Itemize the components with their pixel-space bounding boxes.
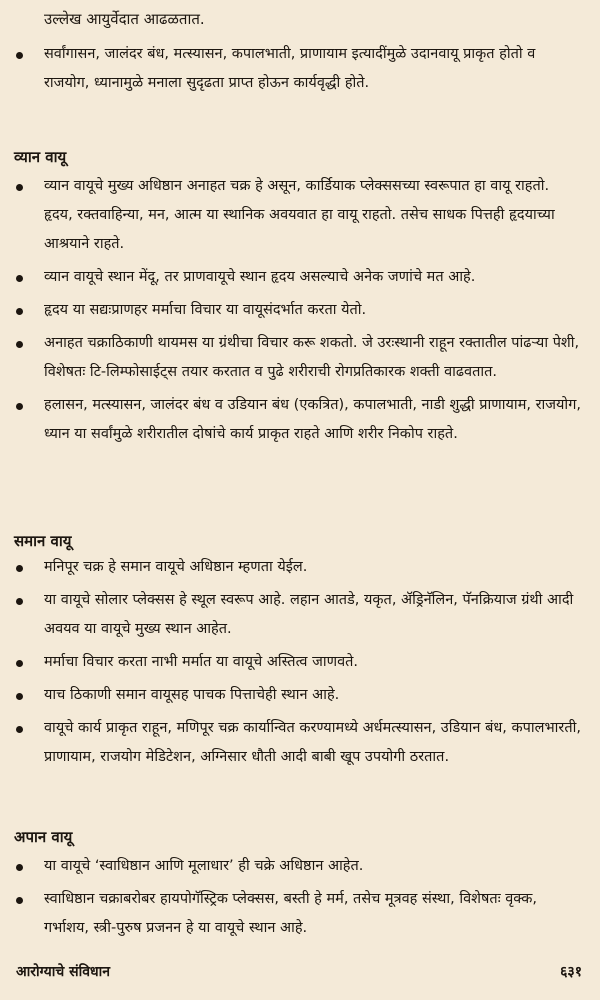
bullet-text: मर्माचा विचार करता नाभी मर्मात या वायूचे अस्तित्व जाणवते.: [44, 654, 359, 670]
list-item: [0, 329, 600, 387]
bullet-text: व्यान वायूचे मुख्य अधिष्ठान अनाहत चक्र हे असून, कार्डियाक प्लेक्ससच्या स्वरूपात हा वायू राहतो. हृदय, रक्तवाहिन्या, मन, आत्म या स्थानिक अवयवात हा वायू राहतो. तसेच साधक पित्तही हृदयाच्या आश्रयाने राहते.: [44, 178, 555, 252]
list-item: [0, 40, 600, 98]
list-item: [0, 586, 600, 644]
list-item: [0, 296, 600, 325]
section-heading-saman: समान वायू: [14, 532, 72, 550]
bullet-dot-icon: [16, 52, 23, 59]
bullet-dot-icon: [16, 565, 23, 572]
bullet-dot-icon: [16, 308, 23, 315]
apan-bullet-list: [0, 852, 600, 947]
list-item: [0, 885, 600, 943]
bullet-dot-icon: [16, 897, 23, 904]
list-item: [0, 553, 600, 582]
list-item: [0, 648, 600, 677]
bullet-text: व्यान वायूचे स्थान मेंदू, तर प्राणवायूचे स्थान हृदय असल्याचे अनेक जणांचे मत आहे.: [44, 269, 476, 285]
bullet-text: स्वाधिष्ठान चक्राबरोबर हायपोगॅस्ट्रिक प्लेक्सस, बस्ती हे मर्म, तसेच मूत्रवह संस्था, विशेषतः वृक्क, गर्भाशय, स्त्री-पुरुष प्रजनन हे या वायूचे स्थान आहे.: [44, 891, 537, 936]
bullet-text: याच ठिकाणी समान वायूसह पाचक पित्ताचेही स्थान आहे.: [44, 687, 340, 703]
continuation-line: उल्लेख आयुर्वेदात आढळतात.: [44, 10, 205, 28]
bullet-text: अनाहत चक्राठिकाणी थायमस या ग्रंथीचा विचार करू शकतो. जे उरःस्थानी राहून रक्तातील पांढऱ्या पेशी, विशेषतः टि-लिम्फोसाईट्स तयार करतात व पुढे शरीराची रोगप्रतिकारक शक्ती वाढवतात.: [44, 335, 580, 380]
bullet-text: या वायूचे ‘स्वाधिष्ठान आणि मूलाधार’ ही चक्रे अधिष्ठान आहेत.: [44, 858, 364, 874]
vyan-bullet-list: [0, 172, 600, 453]
bullet-dot-icon: [16, 403, 23, 410]
list-item: [0, 681, 600, 710]
bullet-dot-icon: [16, 341, 23, 348]
saman-bullet-list: [0, 553, 600, 776]
bullet-text: मनिपूर चक्र हे समान वायूचे अधिष्ठान म्हणता येईल.: [44, 559, 308, 575]
bullet-text: या वायूचे सोलार प्लेक्सस हे स्थूल स्वरूप आहे. लहान आतडे, यकृत, ॲड्रिनॅलिन, पॅनक्रियाज ग्रंथी आदी अवयव या वायूचे मुख्य स्थान आहेत.: [44, 592, 574, 637]
list-item: [0, 391, 600, 449]
bullet-dot-icon: [16, 864, 23, 871]
bullet-text: सर्वांगासन, जालंदर बंध, मत्स्यासन, कपालभाती, प्राणायाम इत्यादींमुळे उदानवायू प्राकृत होतो व राजयोग, ध्यानामुळे मनाला सुदृढता प्राप्त होऊन कार्यवृद्धी होते.: [44, 46, 536, 91]
bullet-text: हलासन, मत्स्यासन, जालंदर बंध व उडियान बंध (एकत्रित), कपालभाती, नाडी शुद्धी प्राणायाम, राजयोग, ध्यान या सर्वांमुळे शरीरातील दोषांचे कार्य प्राकृत राहते आणि शरीर निकोप राहते.: [44, 397, 581, 442]
list-item: [0, 172, 600, 259]
bullet-dot-icon: [16, 726, 23, 733]
bullet-text: वायूचे कार्य प्राकृत राहून, मणिपूर चक्र कार्यान्वित करण्यामध्ये अर्धमत्स्यासन, उडियान बंध, कपालभारती, प्राणायाम, राजयोग मेडिटेशन, अग्निसार धौती आदी बाबी खूप उपयोगी ठरतात.: [44, 720, 581, 765]
bullet-dot-icon: [16, 184, 23, 191]
list-item: [0, 263, 600, 292]
bullet-dot-icon: [16, 275, 23, 282]
page-number: ६३१: [560, 964, 582, 980]
bullet-dot-icon: [16, 598, 23, 605]
list-item: [0, 714, 600, 772]
bullet-dot-icon: [16, 660, 23, 667]
list-item: [0, 852, 600, 881]
section-heading-apan: अपान वायू: [14, 828, 73, 846]
bullet-text: हृदय या सद्यःप्राणहर मर्माचा विचार या वायूसंदर्भात करता येतो.: [44, 302, 367, 318]
bullet-dot-icon: [16, 693, 23, 700]
intro-bullet-list: [0, 40, 600, 102]
section-heading-vyan: व्यान वायू: [14, 148, 67, 166]
footer-book-title: आरोग्याचे संविधान: [16, 964, 110, 980]
